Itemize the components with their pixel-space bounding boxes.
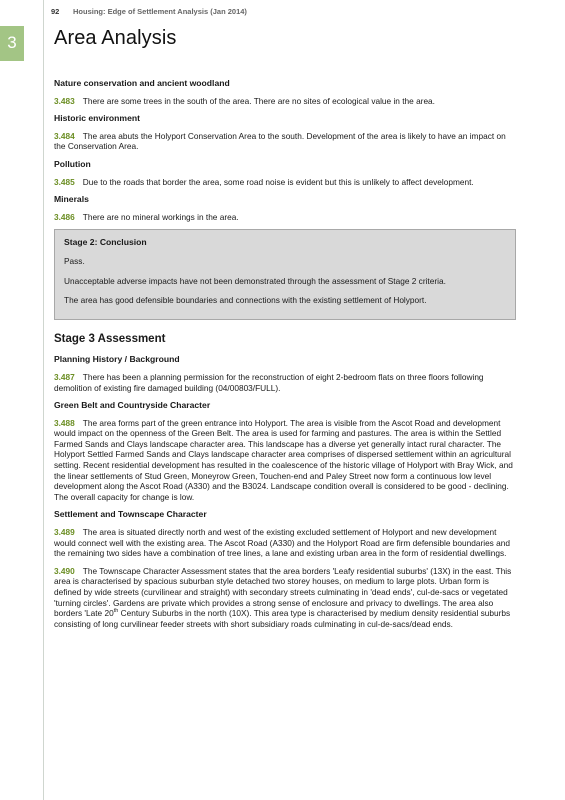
paragraph-text: The Townscape Character Assessment states that the area borders 'Leafy residential suburbs' (13X) in the east. This area is characterised by spacious suburban style detached two storey houses, on medium to large plots. Urban form is defined by wide streets (curvilinear and straight) with secondary streets culminating in 'dead ends', cul-de-sacs or vegetated 'turning circles'. Gardens are private which provides a strong sense of enclosure and privacy to dwellings. The area also borders 'Late 20 bbox=[54, 565, 512, 619]
conclusion-line: Unacceptable adverse impacts have not been demonstrated through the assessment of Stage 2 criteria. bbox=[64, 275, 446, 286]
section-heading: Nature conservation and ancient woodland bbox=[54, 78, 230, 88]
paragraph bbox=[54, 527, 516, 559]
superscript: th bbox=[113, 608, 119, 615]
paragraph-number: 3.487 bbox=[54, 371, 75, 382]
paragraph-text: There are some trees in the south of the area. There are no sites of ecological value in the area. bbox=[82, 95, 435, 106]
document-body bbox=[54, 78, 516, 636]
section-heading: Historic environment bbox=[54, 113, 140, 124]
paragraph-number: 3.488 bbox=[54, 417, 75, 428]
paragraph bbox=[54, 566, 516, 630]
paragraph-text: Century Suburbs in the north (10X). This area type is characterised by medium density residential suburbs consisting of long curvilinear feeder streets with short subsidiary roads culminating in cul-de-sacs/dead ends. bbox=[54, 608, 511, 629]
paragraph bbox=[54, 96, 516, 107]
chapter-tab: 3 bbox=[0, 26, 24, 61]
paragraph-text: The area forms part of the green entrance into Holyport. The area is visible from the Ascot Road and development would impact on the openness of the Green Belt. The area is used for farming and pastures. The area is within the Settled Farmed Sands and Clays landscape character area. This landscape has a diverse yet generally intact rural character. The Holyport Settled Farmed Sands and Clays landscape character area comprises of dispersed settlement within an agricultural setting. Recent residential development has resulted in the coalescence of the historic village of Holyport with Bray Wick, and the linear settlements of Stud Green, Moneyrow Green, Touchen-end and Paley Street now form a continuous low level development along the Ascot Road (A330) and the B3024. Landscape condition overall is considered to be good - declining. The overall capacity for change is low. bbox=[54, 417, 513, 502]
page-title: Area Analysis bbox=[54, 27, 177, 49]
conclusion-heading: Stage 2: Conclusion bbox=[64, 237, 147, 248]
paragraph-number: 3.490 bbox=[54, 565, 75, 576]
conclusion-line: The area has good defensible boundaries and connections with the existing settlement of Holyport. bbox=[64, 295, 427, 306]
paragraph-text: There are no mineral workings in the area. bbox=[82, 211, 239, 222]
section-heading: Green Belt and Countryside Character bbox=[54, 400, 211, 411]
paragraph bbox=[54, 177, 516, 188]
paragraph bbox=[54, 212, 516, 223]
paragraph-number: 3.489 bbox=[54, 527, 75, 538]
paragraph-number: 3.483 bbox=[54, 95, 75, 106]
margin-rule bbox=[43, 0, 44, 800]
paragraph bbox=[54, 372, 516, 393]
section-heading: Settlement and Townscape Character bbox=[54, 509, 207, 520]
paragraph-number: 3.486 bbox=[54, 211, 75, 222]
conclusion-box bbox=[54, 229, 516, 319]
section-heading: Planning History / Background bbox=[54, 354, 180, 365]
paragraph-text: The area abuts the Holyport Conservation Area to the south. Development of the area is likely to have an impact on the Conservation Area. bbox=[54, 130, 506, 152]
paragraph-text: Due to the roads that border the area, some road noise is evident but this is unlikely to affect development. bbox=[82, 176, 474, 187]
paragraph-text: There has been a planning permission for the reconstruction of eight 2-bedroom flats on three floors following demolition of existing fire damaged building (04/00803/FULL). bbox=[54, 371, 484, 393]
paragraph-text: The area is situated directly north and west of the existing excluded settlement of Holyport and new development would connect well with the existing area. The Ascot Road (A330) and the Holyport Road are firm defensible boundaries and the remaining two sides have a combination of tree lines, a lane and existing urban area in the form of residential dwellings. bbox=[54, 527, 510, 559]
paragraph bbox=[54, 418, 516, 503]
running-header: Housing: Edge of Settlement Analysis (Jan 2014) bbox=[73, 7, 247, 16]
paragraph-number: 3.484 bbox=[54, 130, 75, 141]
section-heading: Pollution bbox=[54, 158, 91, 169]
section-heading: Minerals bbox=[54, 194, 89, 205]
conclusion-line: Pass. bbox=[64, 255, 85, 266]
stage3-heading: Stage 3 Assessment bbox=[54, 332, 166, 345]
paragraph-number: 3.485 bbox=[54, 176, 75, 187]
page-number: 92 bbox=[51, 7, 60, 16]
paragraph bbox=[54, 131, 516, 152]
